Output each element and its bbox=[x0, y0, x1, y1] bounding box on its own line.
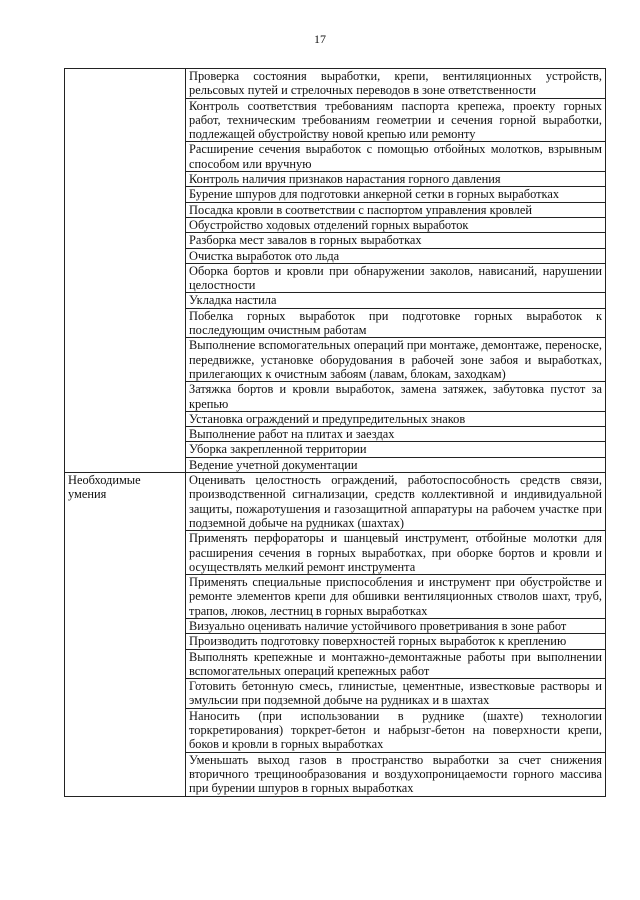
requirement-item: Контроль наличия признаков нарастания горного давления bbox=[186, 172, 606, 187]
requirements-table bbox=[64, 68, 606, 797]
requirement-item: Выполнение работ на плитах и заездах bbox=[186, 427, 606, 442]
requirement-item: Выполнять крепежные и монтажно-демонтажные работы при выполнении вспомогательных операций крепежных работ bbox=[186, 649, 606, 679]
requirement-item: Затяжка бортов и кровли выработок, замена затяжек, забутовка пустот за крепью bbox=[186, 382, 606, 412]
table-row bbox=[65, 69, 606, 99]
requirement-item: Визуально оценивать наличие устойчивого проветривания в зоне работ bbox=[186, 618, 606, 633]
table-row bbox=[65, 473, 606, 531]
requirement-item: Укладка настила bbox=[186, 293, 606, 308]
section-label: Необходимые умения bbox=[65, 473, 186, 797]
section-label bbox=[65, 69, 186, 473]
requirement-item: Применять специальные приспособления и инструмент при обустройстве и ремонте элементов крепи для обшивки вентиляционных стволов шахт, труб, трапов, люков, лестниц в горных выработках bbox=[186, 575, 606, 619]
requirements-table-body bbox=[65, 69, 606, 797]
page-number: 17 bbox=[314, 32, 326, 46]
requirement-item: Ведение учетной документации bbox=[186, 457, 606, 472]
requirement-item: Обустройство ходовых отделений горных выработок bbox=[186, 217, 606, 232]
requirement-item: Оценивать целостность ограждений, работоспособность средств связи, производственной сигнализации, средств коллективной и индивидуальной защиты, пожаротушения и газозащитной аппаратуры на рабочем участке при подземной добыче на рудниках (шахтах) bbox=[186, 473, 606, 531]
requirement-item: Уборка закрепленной территории bbox=[186, 442, 606, 457]
requirement-item: Посадка кровли в соответствии с паспортом управления кровлей bbox=[186, 202, 606, 217]
requirement-item: Производить подготовку поверхностей горных выработок к креплению bbox=[186, 634, 606, 649]
requirement-item: Установка ограждений и предупредительных знаков bbox=[186, 411, 606, 426]
requirement-item: Проверка состояния выработки, крепи, вентиляционных устройств, рельсовых путей и стрелочных переводов в зоне ответственности bbox=[186, 69, 606, 99]
requirement-item: Выполнение вспомогательных операций при монтаже, демонтаже, переноске, передвижке, установке оборудования в рабочей зоне забоя и выработках, прилегающих к очистным забоям (лавам, блокам, заходкам) bbox=[186, 338, 606, 382]
requirement-item: Разборка мест завалов в горных выработках bbox=[186, 233, 606, 248]
requirement-item: Контроль соответствия требованиям паспорта крепежа, проекту горных работ, техническим требованиям геометрии и сечения горной выработки, подлежащей обустройству новой крепью или ремонту bbox=[186, 98, 606, 142]
requirement-item: Уменьшать выход газов в пространство выработки за счет снижения вторичного трещинообразования и воздухопроницаемости горного массива при бурении шпуров в горных выработках bbox=[186, 752, 606, 796]
requirement-item: Наносить (при использовании в руднике (шахте) технологии торкретирования) торкрет-бетон и набрызг-бетон на поверхности крепи, боков и кровли в горных выработках bbox=[186, 708, 606, 752]
requirement-item: Бурение шпуров для подготовки анкерной сетки в горных выработках bbox=[186, 187, 606, 202]
requirement-item: Применять перфораторы и шанцевый инструмент, отбойные молотки для расширения сечения в горных выработках, при оборке бортов и кровли и осуществлять мелкий ремонт инструмента bbox=[186, 531, 606, 575]
requirement-item: Оборка бортов и кровли при обнаружении заколов, нависаний, нарушении целостности bbox=[186, 263, 606, 293]
requirement-item: Побелка горных выработок при подготовке горных выработок к последующим очистным работам bbox=[186, 308, 606, 338]
requirement-item: Расширение сечения выработок с помощью отбойных молотков, взрывным способом или вручную bbox=[186, 142, 606, 172]
requirement-item: Очистка выработок ото льда bbox=[186, 248, 606, 263]
requirement-item: Готовить бетонную смесь, глинистые, цементные, известковые растворы и эмульсии при подземной добыче на рудниках и в шахтах bbox=[186, 679, 606, 709]
